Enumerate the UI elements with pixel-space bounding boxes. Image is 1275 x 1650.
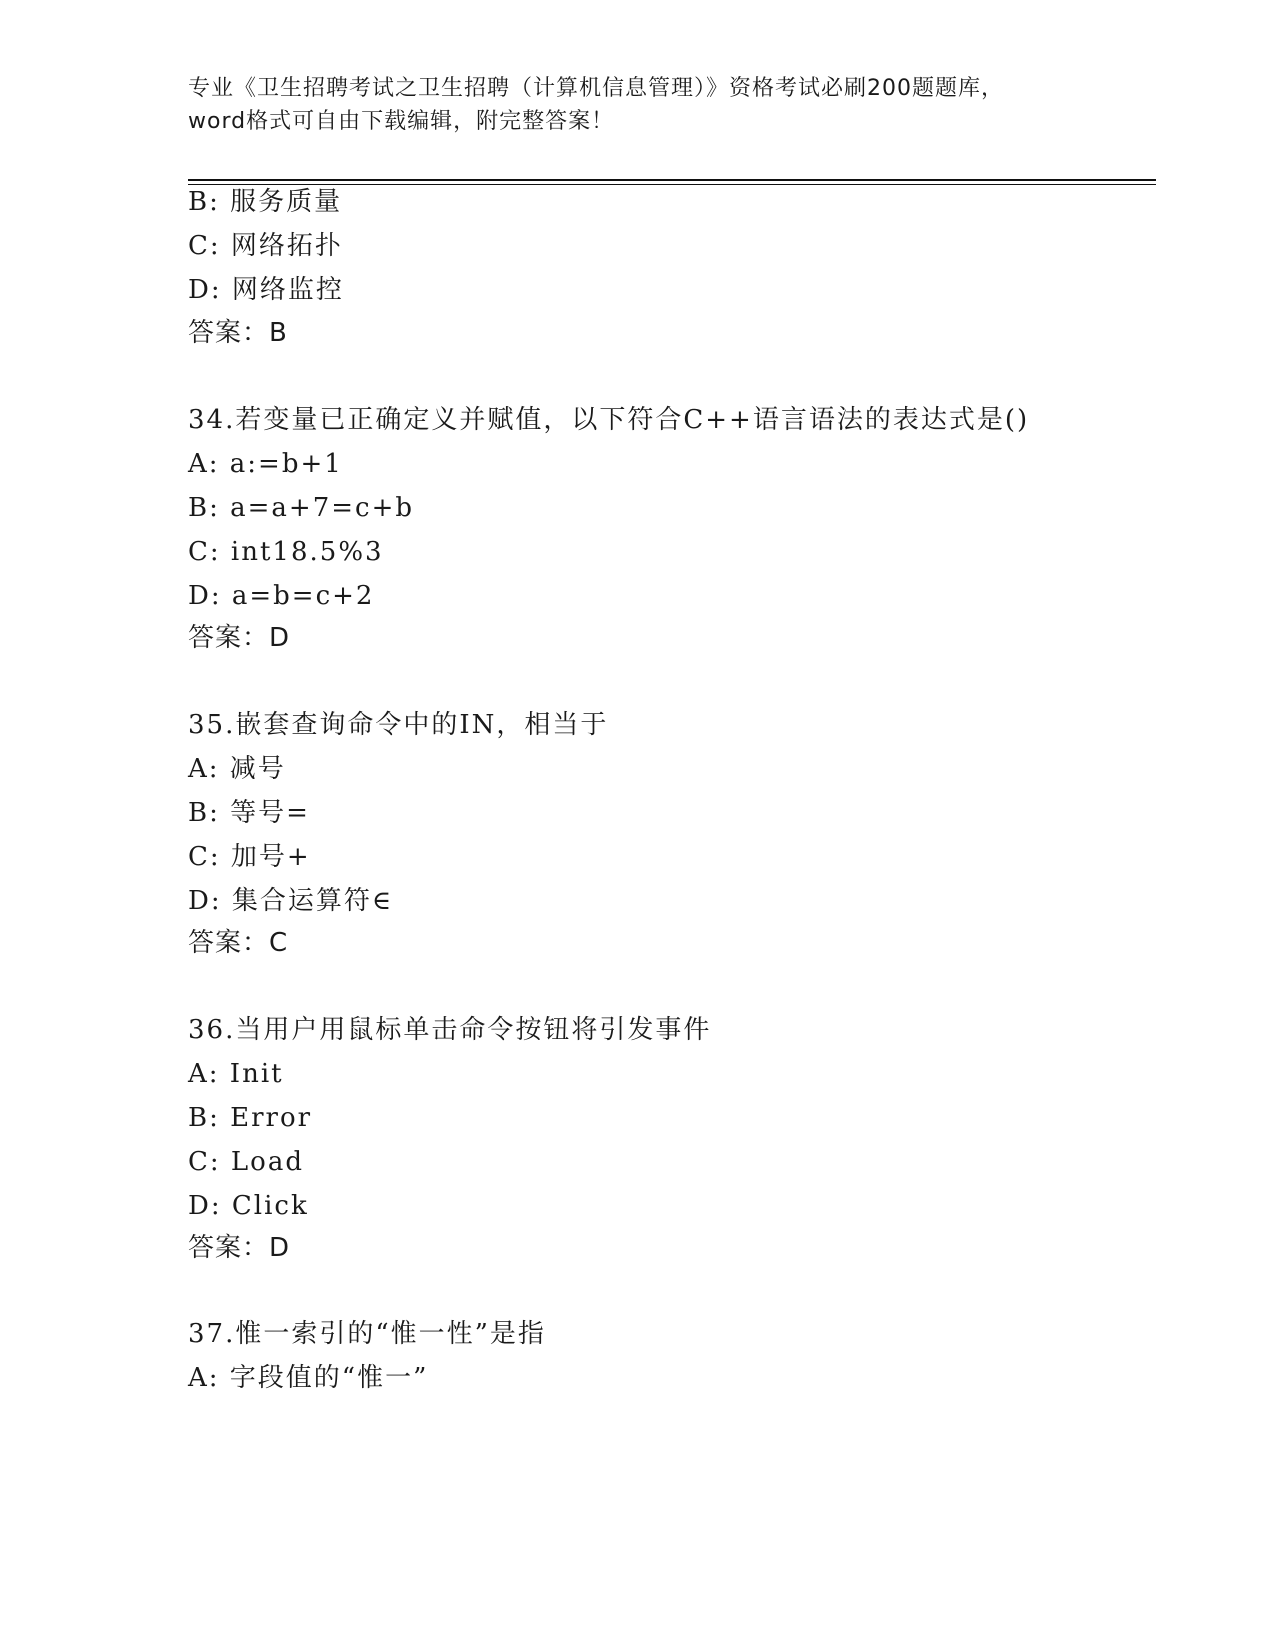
q34-answer: 答案：D [188, 623, 291, 653]
q34-question: 34.若变量已正确定义并赋值，以下符合C++语言语法的表达式是() [188, 405, 1030, 435]
q35-option-b: B: 等号= [188, 798, 310, 828]
q37-question: 37.惟一索引的“惟一性”是指 [188, 1319, 546, 1349]
header-line-1: 专业《卫生招聘考试之卫生招聘（计算机信息管理）》资格考试必刷200题题库， [188, 76, 1004, 101]
q36-option-b: B: Error [188, 1103, 313, 1133]
q35-option-a: A: 减号 [188, 754, 286, 784]
q33-option-d: D: 网络监控 [188, 275, 344, 305]
q35-question: 35.嵌套查询命令中的IN，相当于 [188, 710, 609, 740]
q37-option-a: A: 字段值的“惟一” [188, 1363, 429, 1393]
q33-answer: 答案：B [188, 318, 288, 348]
q35-option-d: D: 集合运算符∈ [188, 886, 394, 916]
document-header [188, 72, 1088, 138]
q36-option-a: A: Init [188, 1059, 284, 1089]
q34-option-d: D: a=b=c+2 [188, 581, 375, 611]
q33-option-b: B: 服务质量 [188, 187, 343, 217]
q36-option-c: C: Load [188, 1147, 304, 1177]
q36-answer: 答案：D [188, 1233, 291, 1263]
header-divider-thin [188, 184, 1156, 185]
header-divider-thick [188, 179, 1156, 181]
q34-option-a: A: a:=b+1 [188, 449, 343, 479]
q34-option-c: C: int18.5%3 [188, 537, 384, 567]
header-line-2: word格式可自由下载编辑，附完整答案！ [188, 109, 615, 134]
q35-answer: 答案：C [188, 928, 289, 958]
q36-option-d: D: Click [188, 1191, 309, 1221]
q36-question: 36.当用户用鼠标单击命令按钮将引发事件 [188, 1015, 712, 1045]
q35-option-c: C: 加号+ [188, 842, 311, 872]
q34-option-b: B: a=a+7=c+b [188, 493, 415, 523]
q33-option-c: C: 网络拓扑 [188, 231, 343, 261]
